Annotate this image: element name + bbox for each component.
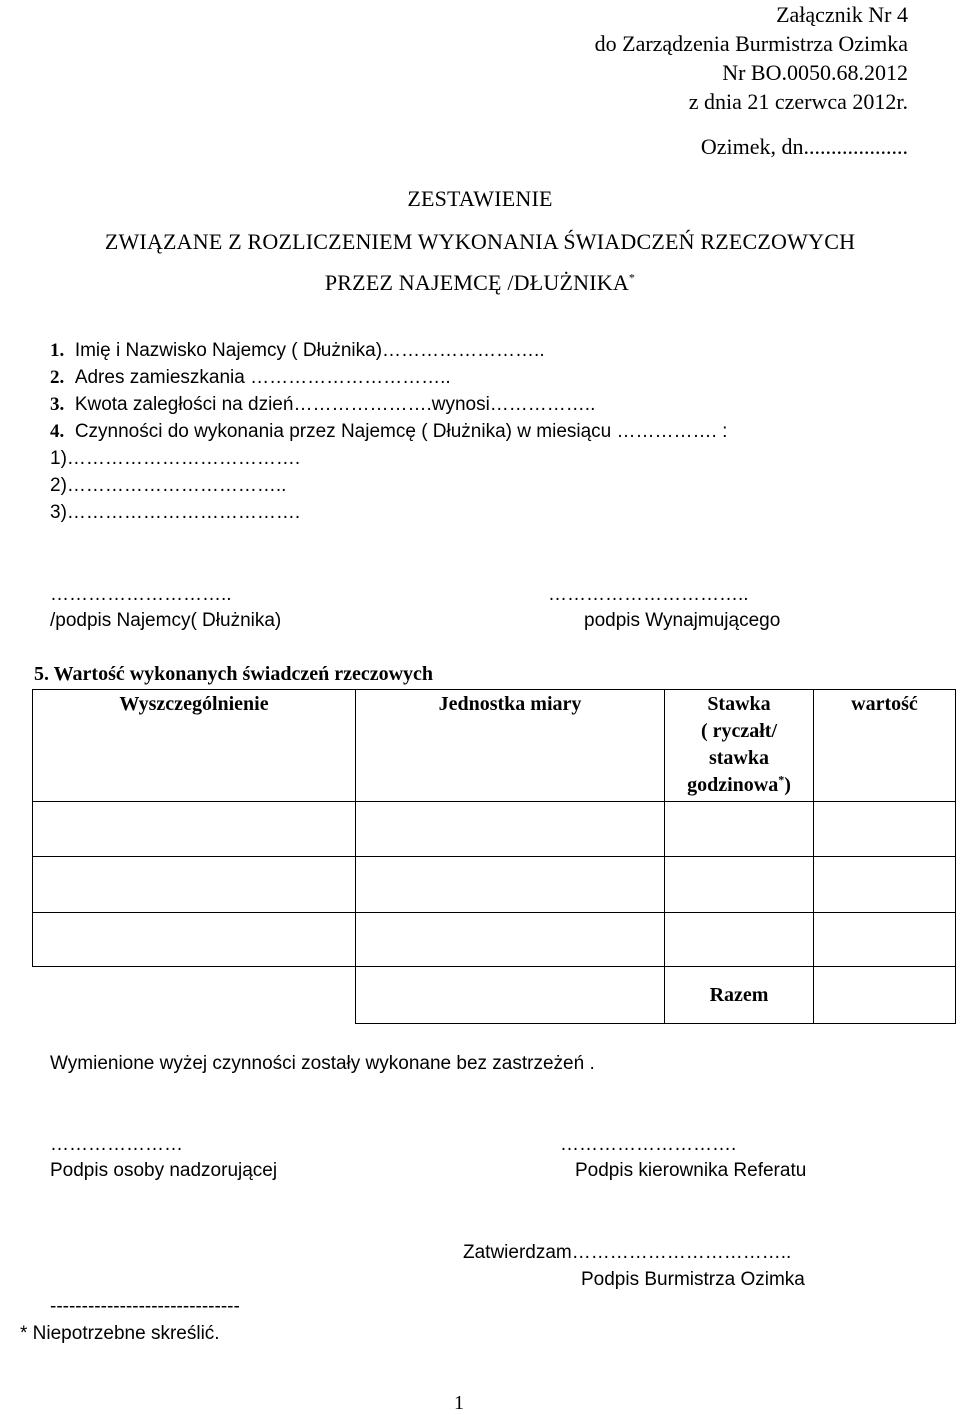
rate-line-3: stawka xyxy=(708,747,769,769)
table-cell[interactable] xyxy=(356,857,665,913)
column-header-description xyxy=(33,690,356,802)
annex-date: z dnia 21 czerwca 2012r. xyxy=(688,89,908,114)
item-4 xyxy=(50,419,727,445)
supervisor-signature-label: Podpis osoby nadzorującej xyxy=(50,1160,278,1181)
table-row xyxy=(33,913,956,967)
supervisor-signature-line: ………………… xyxy=(50,1134,183,1155)
table-cell[interactable] xyxy=(33,857,356,913)
place-date: Ozimek, dn................... xyxy=(700,134,908,159)
landlord-signature-label: podpis Wynajmującego xyxy=(584,610,781,631)
head-signature-line: ………………………. xyxy=(560,1134,737,1155)
subitem-3: 3)………………………………. xyxy=(50,502,301,523)
table-cell[interactable] xyxy=(814,913,956,967)
services-table xyxy=(32,689,956,1024)
tenant-signature-label: /podpis Najemcy( Dłużnika) xyxy=(50,610,282,631)
item-text: Czynności do wykonania przez Najemcę ( Dłużnika) w miesiącu ……………. : xyxy=(74,421,728,442)
column-header-unit-text: Jednostka miary xyxy=(438,693,582,715)
rate-line-4 xyxy=(665,772,813,799)
table-row xyxy=(33,857,956,913)
table-total-row xyxy=(33,967,956,1024)
annex-header xyxy=(595,0,908,116)
table-row xyxy=(33,802,956,857)
rate-line-2: ( ryczałt/ xyxy=(700,720,778,742)
section-5-heading: 5. Wartość wykonanych świadczeń rzeczowych xyxy=(34,663,434,685)
item-2 xyxy=(50,365,451,391)
table-cell[interactable] xyxy=(665,913,814,967)
annex-ordinance: do Zarządzenia Burmistrza Ozimka xyxy=(594,31,908,56)
table-cell[interactable] xyxy=(814,802,956,857)
item-text: Imię i Nazwisko Najemcy ( Dłużnika)…………………….. xyxy=(74,340,545,361)
column-header-unit xyxy=(356,690,665,802)
item-number: 3. xyxy=(50,394,65,415)
annex-ordinance-number: Nr BO.0050.68.2012 xyxy=(722,60,908,85)
footnote-text: * Niepotrzebne skreślić. xyxy=(20,1323,220,1344)
item-number: 4. xyxy=(50,421,65,442)
table-header-row xyxy=(33,690,956,802)
table-cell[interactable] xyxy=(665,857,814,913)
item-text: Kwota zaległości na dzień………………….wynosi…………….. xyxy=(74,394,596,415)
column-header-value xyxy=(814,690,956,802)
total-blank-cell xyxy=(33,967,356,1024)
table-cell[interactable] xyxy=(814,857,956,913)
footnote-mark: * xyxy=(628,270,636,285)
head-signature-label: Podpis kierownika Referatu xyxy=(575,1160,807,1181)
table-cell[interactable] xyxy=(665,802,814,857)
document-subtitle: ZWIĄZANE Z ROZLICZENIEM WYKONANIA ŚWIADCZEŃ RZECZOWYCH xyxy=(104,229,856,254)
footnote-rule: ------------------------------ xyxy=(50,1296,240,1317)
page-number: 1 xyxy=(454,1392,464,1414)
table-cell[interactable] xyxy=(356,913,665,967)
item-1 xyxy=(50,338,545,364)
table-cell[interactable] xyxy=(33,913,356,967)
total-label-cell xyxy=(665,967,814,1024)
subitem-1: 1)………………………………. xyxy=(50,448,301,469)
rate-line-4-end: ) xyxy=(784,774,791,796)
mayor-signature-label: Podpis Burmistrza Ozimka xyxy=(581,1269,805,1290)
total-label: Razem xyxy=(709,983,769,1006)
document-title: ZESTAWIENIE xyxy=(407,186,553,211)
item-number: 1. xyxy=(50,340,65,361)
document-subtitle-2 xyxy=(0,270,960,296)
statement: Wymienione wyżej czynności zostały wykonane bez zastrzeżeń . xyxy=(50,1053,595,1074)
tenant-signature-line: ……………………….. xyxy=(50,584,232,605)
column-header-description-text: Wyszczególnienie xyxy=(119,693,269,715)
annex-number: Załącznik Nr 4 xyxy=(776,2,908,27)
item-3 xyxy=(50,392,595,418)
rate-line-1: Stawka xyxy=(707,693,771,715)
table-cell[interactable] xyxy=(356,802,665,857)
column-header-value-text: wartość xyxy=(851,693,918,715)
table-cell[interactable] xyxy=(33,802,356,857)
document-subtitle-2-text: PRZEZ NAJEMCĘ /DŁUŻNIKA xyxy=(324,270,629,295)
rate-footnote-mark: * xyxy=(778,772,785,787)
approval-line: Zatwierdzam…………………………….. xyxy=(463,1242,792,1263)
landlord-signature-line: ………………………….. xyxy=(548,584,749,605)
item-number: 2. xyxy=(50,367,65,388)
column-header-rate xyxy=(665,690,814,802)
total-blank-cell-2 xyxy=(356,967,665,1024)
subitem-2: 2)…………………………….. xyxy=(50,475,287,496)
rate-line-4-text: godzinowa xyxy=(687,774,779,796)
total-value-cell[interactable] xyxy=(814,967,956,1024)
item-text: Adres zamieszkania ………………………….. xyxy=(74,367,451,388)
